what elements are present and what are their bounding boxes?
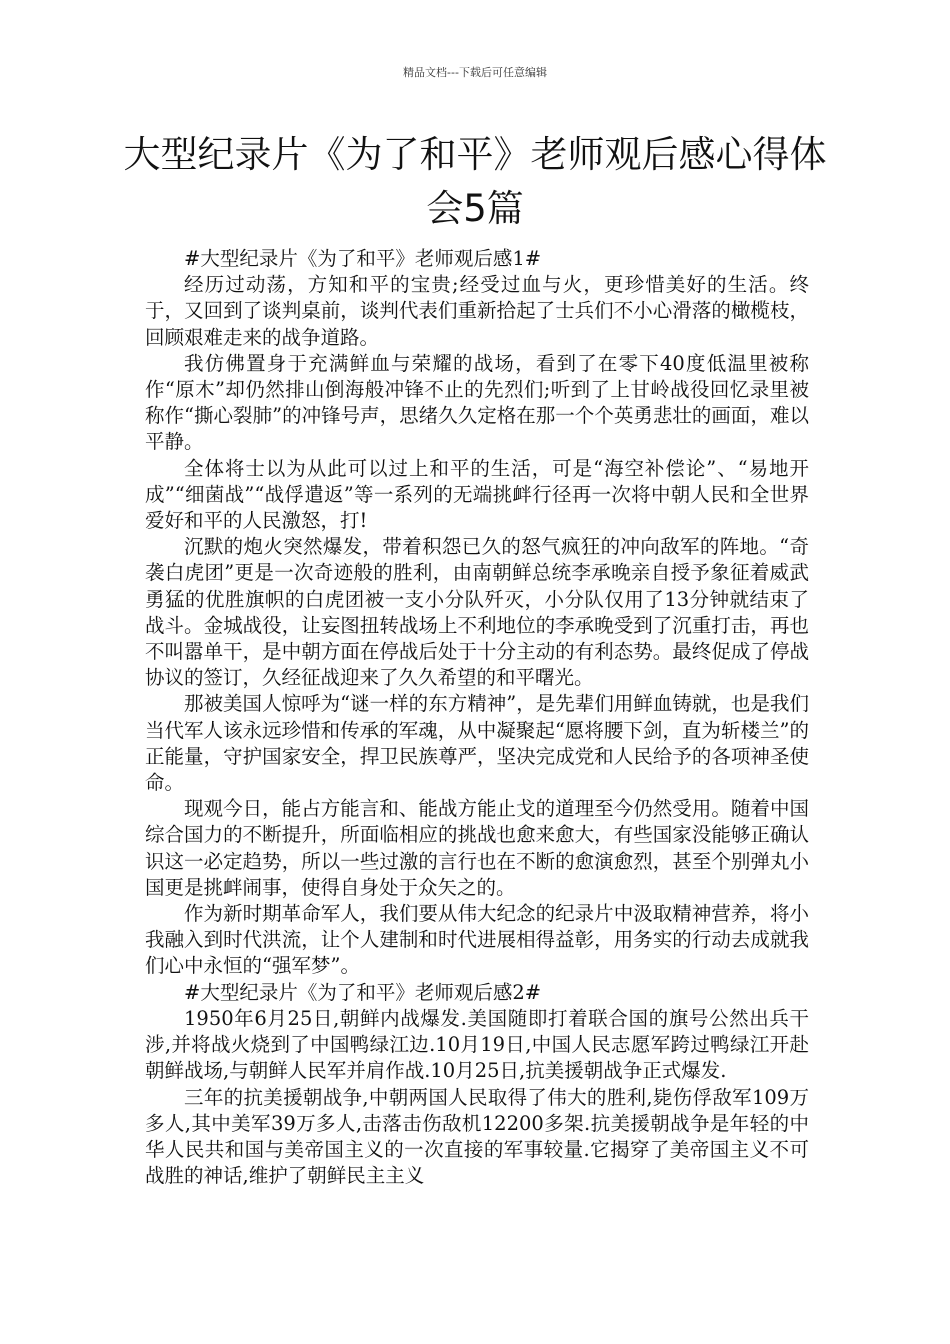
section-heading-1: #大型纪录片《为了和平》老师观后感1# [184,247,542,270]
body-paragraph: 1950年6月25日,朝鲜内战爆发.美国随即打着联合国的旗号公然出兵干涉,并将战火烧到了中国鸭绿江边.10月19日,中国人民志愿军跨过鸭绿江开赴朝鲜战场,与朝鲜人民军并肩作战.10月25日,抗美援朝战争正式爆发. [145,1006,809,1083]
document-body [145,246,809,1189]
body-paragraph: 三年的抗美援朝战争,中朝两国人民取得了伟大的胜利,毙伤俘敌军109万多人,其中美军39万多人,击落击伤敌机12200多架.抗美援朝战争是年轻的中华人民共和国与美帝国主义的一次直接的军事较量.它揭穿了美帝国主义不可战胜的神话,维护了朝鲜民主主义 [145,1085,809,1188]
document-title: 大型纪录片《为了和平》老师观后感心得体会5篇 [123,133,827,230]
body-paragraph: 那被美国人惊呼为“谜一样的东方精神”，是先辈们用鲜血铸就，也是我们当代军人该永远珍惜和传承的军魂，从中凝聚起“愿将腰下剑，直为斩楼兰”的正能量，守护国家安全，捍卫民族尊严，坚决完成党和人民给予的各项神圣使命。 [145,692,809,795]
body-paragraph: 现观今日，能占方能言和、能战方能止戈的道理至今仍然受用。随着中国综合国力的不断提升，所面临相应的挑战也愈来愈大，有些国家没能够正确认识这一必定趋势，所以一些过激的言行也在不断的愈演愈烈，甚至个别弹丸小国更是挑衅闹事，使得自身处于众矢之的。 [145,797,809,899]
header-note: 精品文档---下载后可任意编辑 [403,66,547,79]
body-paragraph: 全体将士以为从此可以过上和平的生活，可是“海空补偿论”、“易地开成”“细菌战”“战俘遣返”等一系列的无端挑衅行径再一次将中朝人民和全世界爱好和平的人民激怒，打! [145,456,809,533]
section-heading-2: #大型纪录片《为了和平》老师观后感2# [184,980,542,1004]
body-paragraph: 沉默的炮火突然爆发，带着积怨已久的怒气疯狂的冲向敌军的阵地。“奇袭白虎团”更是一次奇迹般的胜利，由南朝鲜总统李承晚亲自授予象征着威武勇猛的优胜旗帜的白虎团被一支小分队歼灭，小分队仅用了13分钟就结束了战斗。金城战役，让妄图扭转战场上不利地位的李承晚受到了沉重打击，再也不叫嚣单干，是中朝方面在停战后处于十分主动的有利态势。最终促成了停战协议的签订，久经征战迎来了久久希望的和平曙光。 [145,535,809,690]
body-paragraph: 我仿佛置身于充满鲜血与荣耀的战场，看到了在零下40度低温里被称作“原木”却仍然排山倒海般冲锋不止的先烈们;听到了上甘岭战役回忆录里被称作“撕心裂肺”的冲锋号声，思绪久久定格在那一个个英勇悲壮的画面，难以平静。 [145,351,809,454]
body-paragraph: 作为新时期革命军人，我们要从伟大纪念的纪录片中汲取精神营养，将小我融入到时代洪流，让个人建制和时代进展相得益彰，用务实的行动去成就我们心中永恒的“强军梦”。 [145,902,809,978]
body-paragraph: 经历过动荡，方知和平的宝贵;经受过血与火，更珍惜美好的生活。终于，又回到了谈判桌前，谈判代表们重新拾起了士兵们不小心滑落的橄榄枝，回顾艰难走来的战争道路。 [145,273,809,349]
